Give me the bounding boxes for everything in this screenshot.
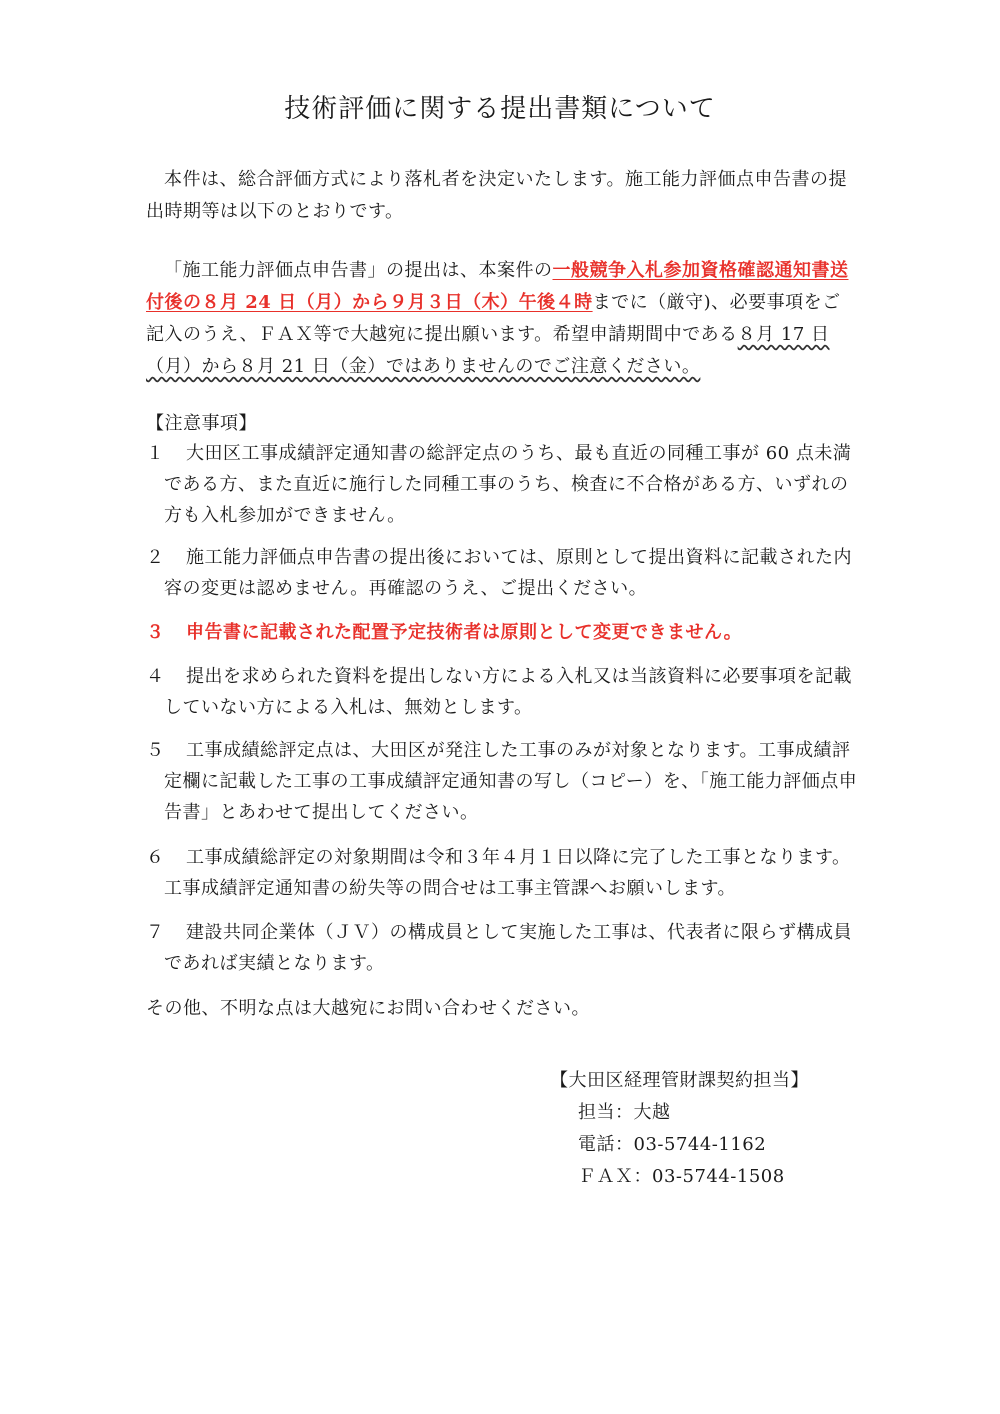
submission-paragraph [146,255,858,383]
note-item-1 [146,438,858,531]
note-item-7 [146,917,858,979]
note-text: 施工能力評価点申告書の提出後においては、原則として提出資料に記載された内容の変更は認めません。再確認のうえ、ご提出ください。 [164,547,852,599]
document-title: 技術評価に関する提出書類について [284,94,716,124]
note-text: 大田区工事成績評定通知書の総評定点のうち、最も直近の同種工事が 60 点未満である方、また直近に施行した同種工事のうち、検査に不合格がある方、いずれの方も入札参加ができません。 [164,443,852,526]
intro-paragraph: 本件は、総合評価方式により落札者を決定いたします。施工能力評価点申告書の提出時期等は以下のとおりです。 [146,169,848,222]
contact-person: 担当：大越 [578,1102,671,1123]
contact-department: 【大田区経理管財課契約担当】 [550,1070,809,1091]
contact-phone: 電話：03-5744-1162 [578,1134,767,1155]
note-number: ６ [146,847,165,868]
note-item-5 [146,735,858,828]
note-item-2 [146,542,858,604]
note-item-6 [146,842,858,904]
submission-deadline-highlight: 一般競争入札参加資格確認通知書送付後の８月 24 日（月）から９月３日（木）午後４時 [146,260,849,313]
note-text: 建設共同企業体（ＪＶ）の構成員として実施した工事は、代表者に限らず構成員であれば実績となります。 [164,922,852,974]
submission-text-1: 「施工能力評価点申告書」の提出は、本案件の [164,260,553,281]
note-item-3-emphasis [146,617,858,648]
note-text: 工事成績総評定点は、大田区が発注した工事のみが対象となります。工事成績評定欄に記載した工事の工事成績評定通知書の写し（コピー）を、「施工能力評価点申告書」とあわせて提出してください。 [164,740,858,823]
contact-fax: ＦＡＸ：03-5744-1508 [578,1166,785,1187]
note-number: ４ [146,666,165,687]
note-number: ７ [146,922,165,943]
note-number: １ [146,443,165,464]
contact-block [550,1065,870,1193]
note-text: 提出を求められた資料を提出しない方による入札又は当該資料に必要事項を記載していない方による入札は、無効とします。 [164,666,852,718]
closing-line: その他、不明な点は大越宛にお問い合わせください。 [146,998,590,1019]
note-number: ３ [146,622,165,643]
notes-heading: 【注意事項】 [146,413,257,434]
note-item-4 [146,661,858,723]
note-text: 申告書に記載された配置予定技術者は原則として変更できません。 [186,622,743,643]
submission-text-3: までに（厳守)、必要事項をご記入のうえ、ＦＡＸ等で大越宛に提出願います。希望申請期間中である [146,292,841,345]
note-number: ２ [146,547,165,568]
note-text: 工事成績総評定の対象期間は令和３年４月１日以降に完了した工事となります。工事成績評定通知書の紛失等の問合せは工事主管課へお願いします。 [164,847,851,899]
submission-warning-underlined: ８月 17 日（月）から８月 21 日（金）ではありませんのでご注意ください。 [146,324,830,377]
note-number: ５ [146,740,165,761]
